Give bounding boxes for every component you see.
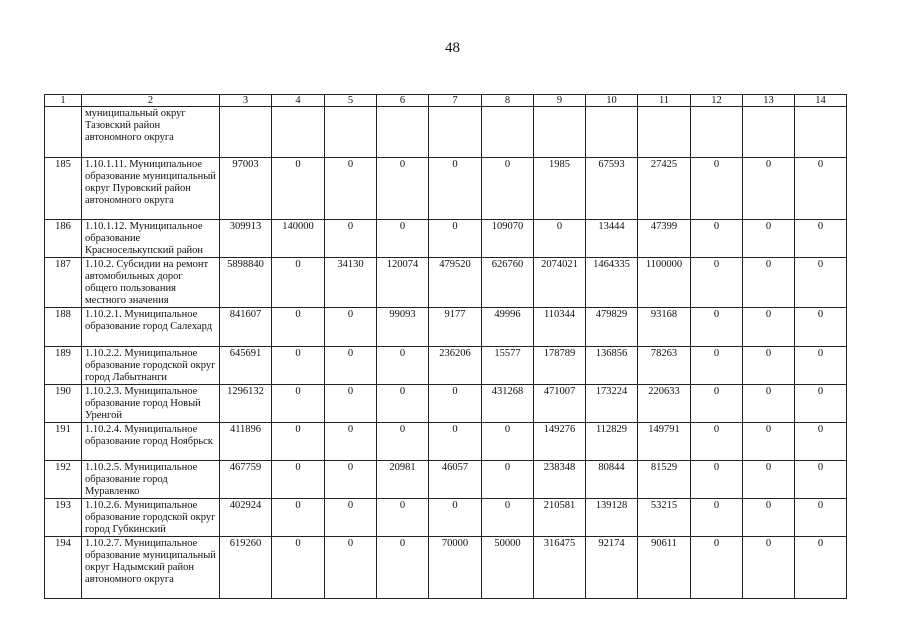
value-cell: 0 <box>795 499 847 537</box>
item-name-cell: 1.10.2.6. Муниципальное образование городской округ город Губкинский <box>82 499 220 537</box>
value-cell: 97003 <box>220 158 272 220</box>
budget-table <box>44 94 847 599</box>
value-cell: 0 <box>482 461 534 499</box>
value-cell: 0 <box>691 347 743 385</box>
value-cell: 90611 <box>638 537 691 599</box>
row-number-cell: 187 <box>45 258 82 308</box>
table-row <box>45 220 847 258</box>
value-cell: 238348 <box>534 461 586 499</box>
item-name-cell: 1.10.2.7. Муниципальное образование муниципальный округ Надымский район автономного округа <box>82 537 220 599</box>
column-header: 2 <box>82 95 220 107</box>
row-number-cell: 194 <box>45 537 82 599</box>
value-cell: 0 <box>325 347 377 385</box>
value-cell: 173224 <box>586 385 638 423</box>
value-cell <box>429 107 482 158</box>
column-header: 3 <box>220 95 272 107</box>
value-cell: 0 <box>743 347 795 385</box>
value-cell: 99093 <box>377 308 429 347</box>
value-cell: 0 <box>377 423 429 461</box>
row-number-cell: 186 <box>45 220 82 258</box>
table-row <box>45 158 847 220</box>
item-name-cell: 1.10.2.2. Муниципальное образование городской округ город Лабытнанги <box>82 347 220 385</box>
value-cell: 479520 <box>429 258 482 308</box>
value-cell: 139128 <box>586 499 638 537</box>
value-cell: 0 <box>743 308 795 347</box>
value-cell: 309913 <box>220 220 272 258</box>
value-cell: 0 <box>795 308 847 347</box>
column-header: 6 <box>377 95 429 107</box>
item-name-cell: 1.10.1.11. Муниципальное образование муниципальный округ Пуровский район автономного округа <box>82 158 220 220</box>
value-cell: 0 <box>691 385 743 423</box>
column-header: 8 <box>482 95 534 107</box>
value-cell: 34130 <box>325 258 377 308</box>
value-cell: 136856 <box>586 347 638 385</box>
value-cell: 0 <box>795 461 847 499</box>
value-cell: 0 <box>325 423 377 461</box>
row-number-cell: 191 <box>45 423 82 461</box>
value-cell: 0 <box>325 220 377 258</box>
value-cell: 70000 <box>429 537 482 599</box>
value-cell: 1985 <box>534 158 586 220</box>
value-cell: 0 <box>795 258 847 308</box>
value-cell: 0 <box>743 220 795 258</box>
value-cell: 0 <box>325 461 377 499</box>
table-row <box>45 347 847 385</box>
value-cell: 411896 <box>220 423 272 461</box>
value-cell: 46057 <box>429 461 482 499</box>
value-cell: 0 <box>691 499 743 537</box>
value-cell: 80844 <box>586 461 638 499</box>
value-cell <box>743 107 795 158</box>
value-cell: 619260 <box>220 537 272 599</box>
row-number-cell: 185 <box>45 158 82 220</box>
column-header: 7 <box>429 95 482 107</box>
value-cell: 0 <box>743 537 795 599</box>
value-cell: 1100000 <box>638 258 691 308</box>
value-cell: 53215 <box>638 499 691 537</box>
value-cell: 0 <box>691 537 743 599</box>
column-header: 9 <box>534 95 586 107</box>
value-cell: 0 <box>795 423 847 461</box>
value-cell: 467759 <box>220 461 272 499</box>
value-cell: 49996 <box>482 308 534 347</box>
value-cell: 316475 <box>534 537 586 599</box>
value-cell: 0 <box>325 385 377 423</box>
value-cell <box>534 107 586 158</box>
column-header: 5 <box>325 95 377 107</box>
item-name-cell: 1.10.2. Субсидии на ремонт автомобильных дорог общего пользования местного значения <box>82 258 220 308</box>
row-number-cell: 188 <box>45 308 82 347</box>
value-cell: 78263 <box>638 347 691 385</box>
value-cell <box>377 107 429 158</box>
value-cell: 1464335 <box>586 258 638 308</box>
value-cell <box>482 107 534 158</box>
value-cell: 109070 <box>482 220 534 258</box>
item-name-cell: 1.10.1.12. Муниципальное образование Красноселькупский район <box>82 220 220 258</box>
item-name-cell: 1.10.2.5. Муниципальное образование город Муравленко <box>82 461 220 499</box>
value-cell: 15577 <box>482 347 534 385</box>
value-cell: 0 <box>429 423 482 461</box>
value-cell <box>795 107 847 158</box>
value-cell: 0 <box>377 158 429 220</box>
value-cell: 0 <box>325 499 377 537</box>
value-cell: 220633 <box>638 385 691 423</box>
value-cell: 0 <box>272 499 325 537</box>
value-cell: 0 <box>272 158 325 220</box>
value-cell: 210581 <box>534 499 586 537</box>
value-cell: 841607 <box>220 308 272 347</box>
table-row <box>45 499 847 537</box>
value-cell: 81529 <box>638 461 691 499</box>
column-header: 14 <box>795 95 847 107</box>
value-cell: 93168 <box>638 308 691 347</box>
value-cell: 149791 <box>638 423 691 461</box>
item-name-cell: 1.10.2.4. Муниципальное образование город Ноябрьск <box>82 423 220 461</box>
value-cell: 0 <box>482 423 534 461</box>
value-cell: 112829 <box>586 423 638 461</box>
value-cell: 431268 <box>482 385 534 423</box>
value-cell: 0 <box>795 347 847 385</box>
column-header: 12 <box>691 95 743 107</box>
row-number-cell <box>45 107 82 158</box>
value-cell: 1296132 <box>220 385 272 423</box>
value-cell: 0 <box>743 258 795 308</box>
header-row <box>45 95 847 107</box>
value-cell: 0 <box>691 258 743 308</box>
value-cell: 0 <box>325 308 377 347</box>
column-header: 13 <box>743 95 795 107</box>
value-cell: 120074 <box>377 258 429 308</box>
value-cell: 27425 <box>638 158 691 220</box>
table-row <box>45 423 847 461</box>
column-header: 1 <box>45 95 82 107</box>
value-cell: 0 <box>377 537 429 599</box>
value-cell: 0 <box>272 461 325 499</box>
value-cell: 0 <box>377 347 429 385</box>
value-cell: 0 <box>743 423 795 461</box>
row-number-cell: 190 <box>45 385 82 423</box>
value-cell: 0 <box>691 461 743 499</box>
value-cell: 0 <box>743 158 795 220</box>
value-cell: 0 <box>795 537 847 599</box>
row-number-cell: 193 <box>45 499 82 537</box>
column-header: 4 <box>272 95 325 107</box>
value-cell: 92174 <box>586 537 638 599</box>
table-row <box>45 107 847 158</box>
value-cell: 0 <box>429 499 482 537</box>
table-row <box>45 461 847 499</box>
value-cell: 47399 <box>638 220 691 258</box>
value-cell: 9177 <box>429 308 482 347</box>
item-name-cell: 1.10.2.3. Муниципальное образование город Новый Уренгой <box>82 385 220 423</box>
value-cell: 0 <box>325 158 377 220</box>
value-cell <box>325 107 377 158</box>
value-cell: 50000 <box>482 537 534 599</box>
value-cell: 626760 <box>482 258 534 308</box>
value-cell: 0 <box>743 385 795 423</box>
value-cell: 13444 <box>586 220 638 258</box>
value-cell: 0 <box>795 385 847 423</box>
value-cell: 0 <box>429 220 482 258</box>
row-number-cell: 192 <box>45 461 82 499</box>
value-cell: 0 <box>691 158 743 220</box>
value-cell <box>220 107 272 158</box>
value-cell: 0 <box>691 423 743 461</box>
value-cell: 0 <box>743 461 795 499</box>
value-cell: 0 <box>691 220 743 258</box>
value-cell: 0 <box>482 499 534 537</box>
item-name-cell: муниципальный округ Тазовский район автономного округа <box>82 107 220 158</box>
value-cell: 0 <box>795 220 847 258</box>
value-cell <box>586 107 638 158</box>
value-cell: 140000 <box>272 220 325 258</box>
value-cell: 0 <box>272 537 325 599</box>
value-cell: 0 <box>691 308 743 347</box>
value-cell: 5898840 <box>220 258 272 308</box>
column-header: 11 <box>638 95 691 107</box>
value-cell: 471007 <box>534 385 586 423</box>
value-cell <box>272 107 325 158</box>
value-cell: 0 <box>743 499 795 537</box>
value-cell: 0 <box>795 158 847 220</box>
column-header: 10 <box>586 95 638 107</box>
value-cell <box>691 107 743 158</box>
value-cell: 0 <box>272 258 325 308</box>
value-cell: 402924 <box>220 499 272 537</box>
value-cell: 236206 <box>429 347 482 385</box>
value-cell: 110344 <box>534 308 586 347</box>
value-cell: 0 <box>377 499 429 537</box>
value-cell: 0 <box>377 385 429 423</box>
value-cell: 149276 <box>534 423 586 461</box>
item-name-cell: 1.10.2.1. Муниципальное образование город Салехард <box>82 308 220 347</box>
value-cell: 645691 <box>220 347 272 385</box>
value-cell: 20981 <box>377 461 429 499</box>
value-cell: 0 <box>429 385 482 423</box>
table-row <box>45 308 847 347</box>
value-cell: 67593 <box>586 158 638 220</box>
row-number-cell: 189 <box>45 347 82 385</box>
table-row <box>45 385 847 423</box>
value-cell: 0 <box>272 347 325 385</box>
table-row <box>45 258 847 308</box>
value-cell: 0 <box>325 537 377 599</box>
value-cell <box>638 107 691 158</box>
value-cell: 479829 <box>586 308 638 347</box>
value-cell: 0 <box>272 423 325 461</box>
value-cell: 0 <box>482 158 534 220</box>
value-cell: 0 <box>534 220 586 258</box>
value-cell: 0 <box>377 220 429 258</box>
value-cell: 178789 <box>534 347 586 385</box>
value-cell: 0 <box>272 385 325 423</box>
table-row <box>45 537 847 599</box>
value-cell: 2074021 <box>534 258 586 308</box>
value-cell: 0 <box>429 158 482 220</box>
page-number: 48 <box>445 40 460 56</box>
value-cell: 0 <box>272 308 325 347</box>
